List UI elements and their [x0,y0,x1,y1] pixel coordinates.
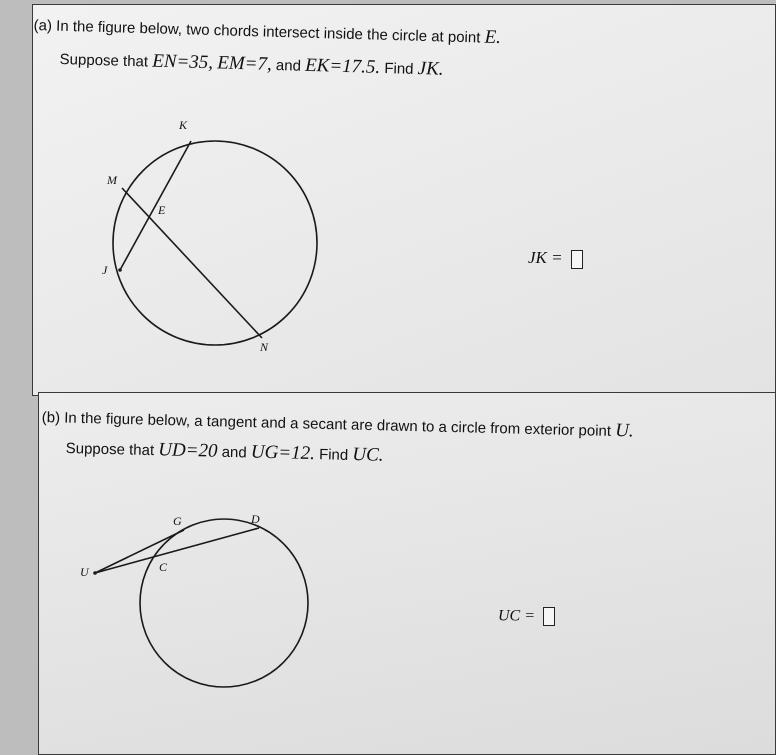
answer-b [498,607,555,626]
given-ug: UG=12. [250,441,316,465]
label-u: U [80,565,89,579]
circle-b [140,519,308,687]
given-en: EN=35, [151,50,214,74]
point-u-ref: U. [614,420,634,442]
given-em: EM=7, [216,52,273,75]
find-uc: UC. [352,444,384,466]
and-text: and [275,57,302,75]
question-a-text: (a) In the figure below, two chords intersect inside the circle at point [33,16,481,47]
find-jk: JK. [417,57,444,80]
label-n: N [260,340,269,354]
label-d: D [251,512,260,526]
given-ud: UD=20 [158,439,218,462]
given-ek: EK=17.5. [304,54,381,78]
answer-a-label: JK = [528,248,563,267]
label-k: K [179,118,188,132]
suppose-text: Suppose that [59,50,149,71]
point-u [93,571,97,575]
label-j: J [102,263,108,277]
answer-b-label: UC = [498,607,536,625]
label-m: M [107,173,117,187]
question-b-text: (b) In the figure below, a tangent and a secant are drawn to a circle from exterior point [41,408,612,440]
point-e-ref: E. [484,26,502,49]
and-text-b: and [221,443,247,462]
label-e: E [158,203,166,217]
answer-b-input[interactable] [543,607,555,626]
label-c: C [159,560,168,574]
find-text: Find [384,60,414,78]
label-g: G [173,514,182,528]
suppose-text-b: Suppose that [65,439,155,460]
find-text-b: Find [318,446,349,464]
secant-ud [95,528,259,573]
